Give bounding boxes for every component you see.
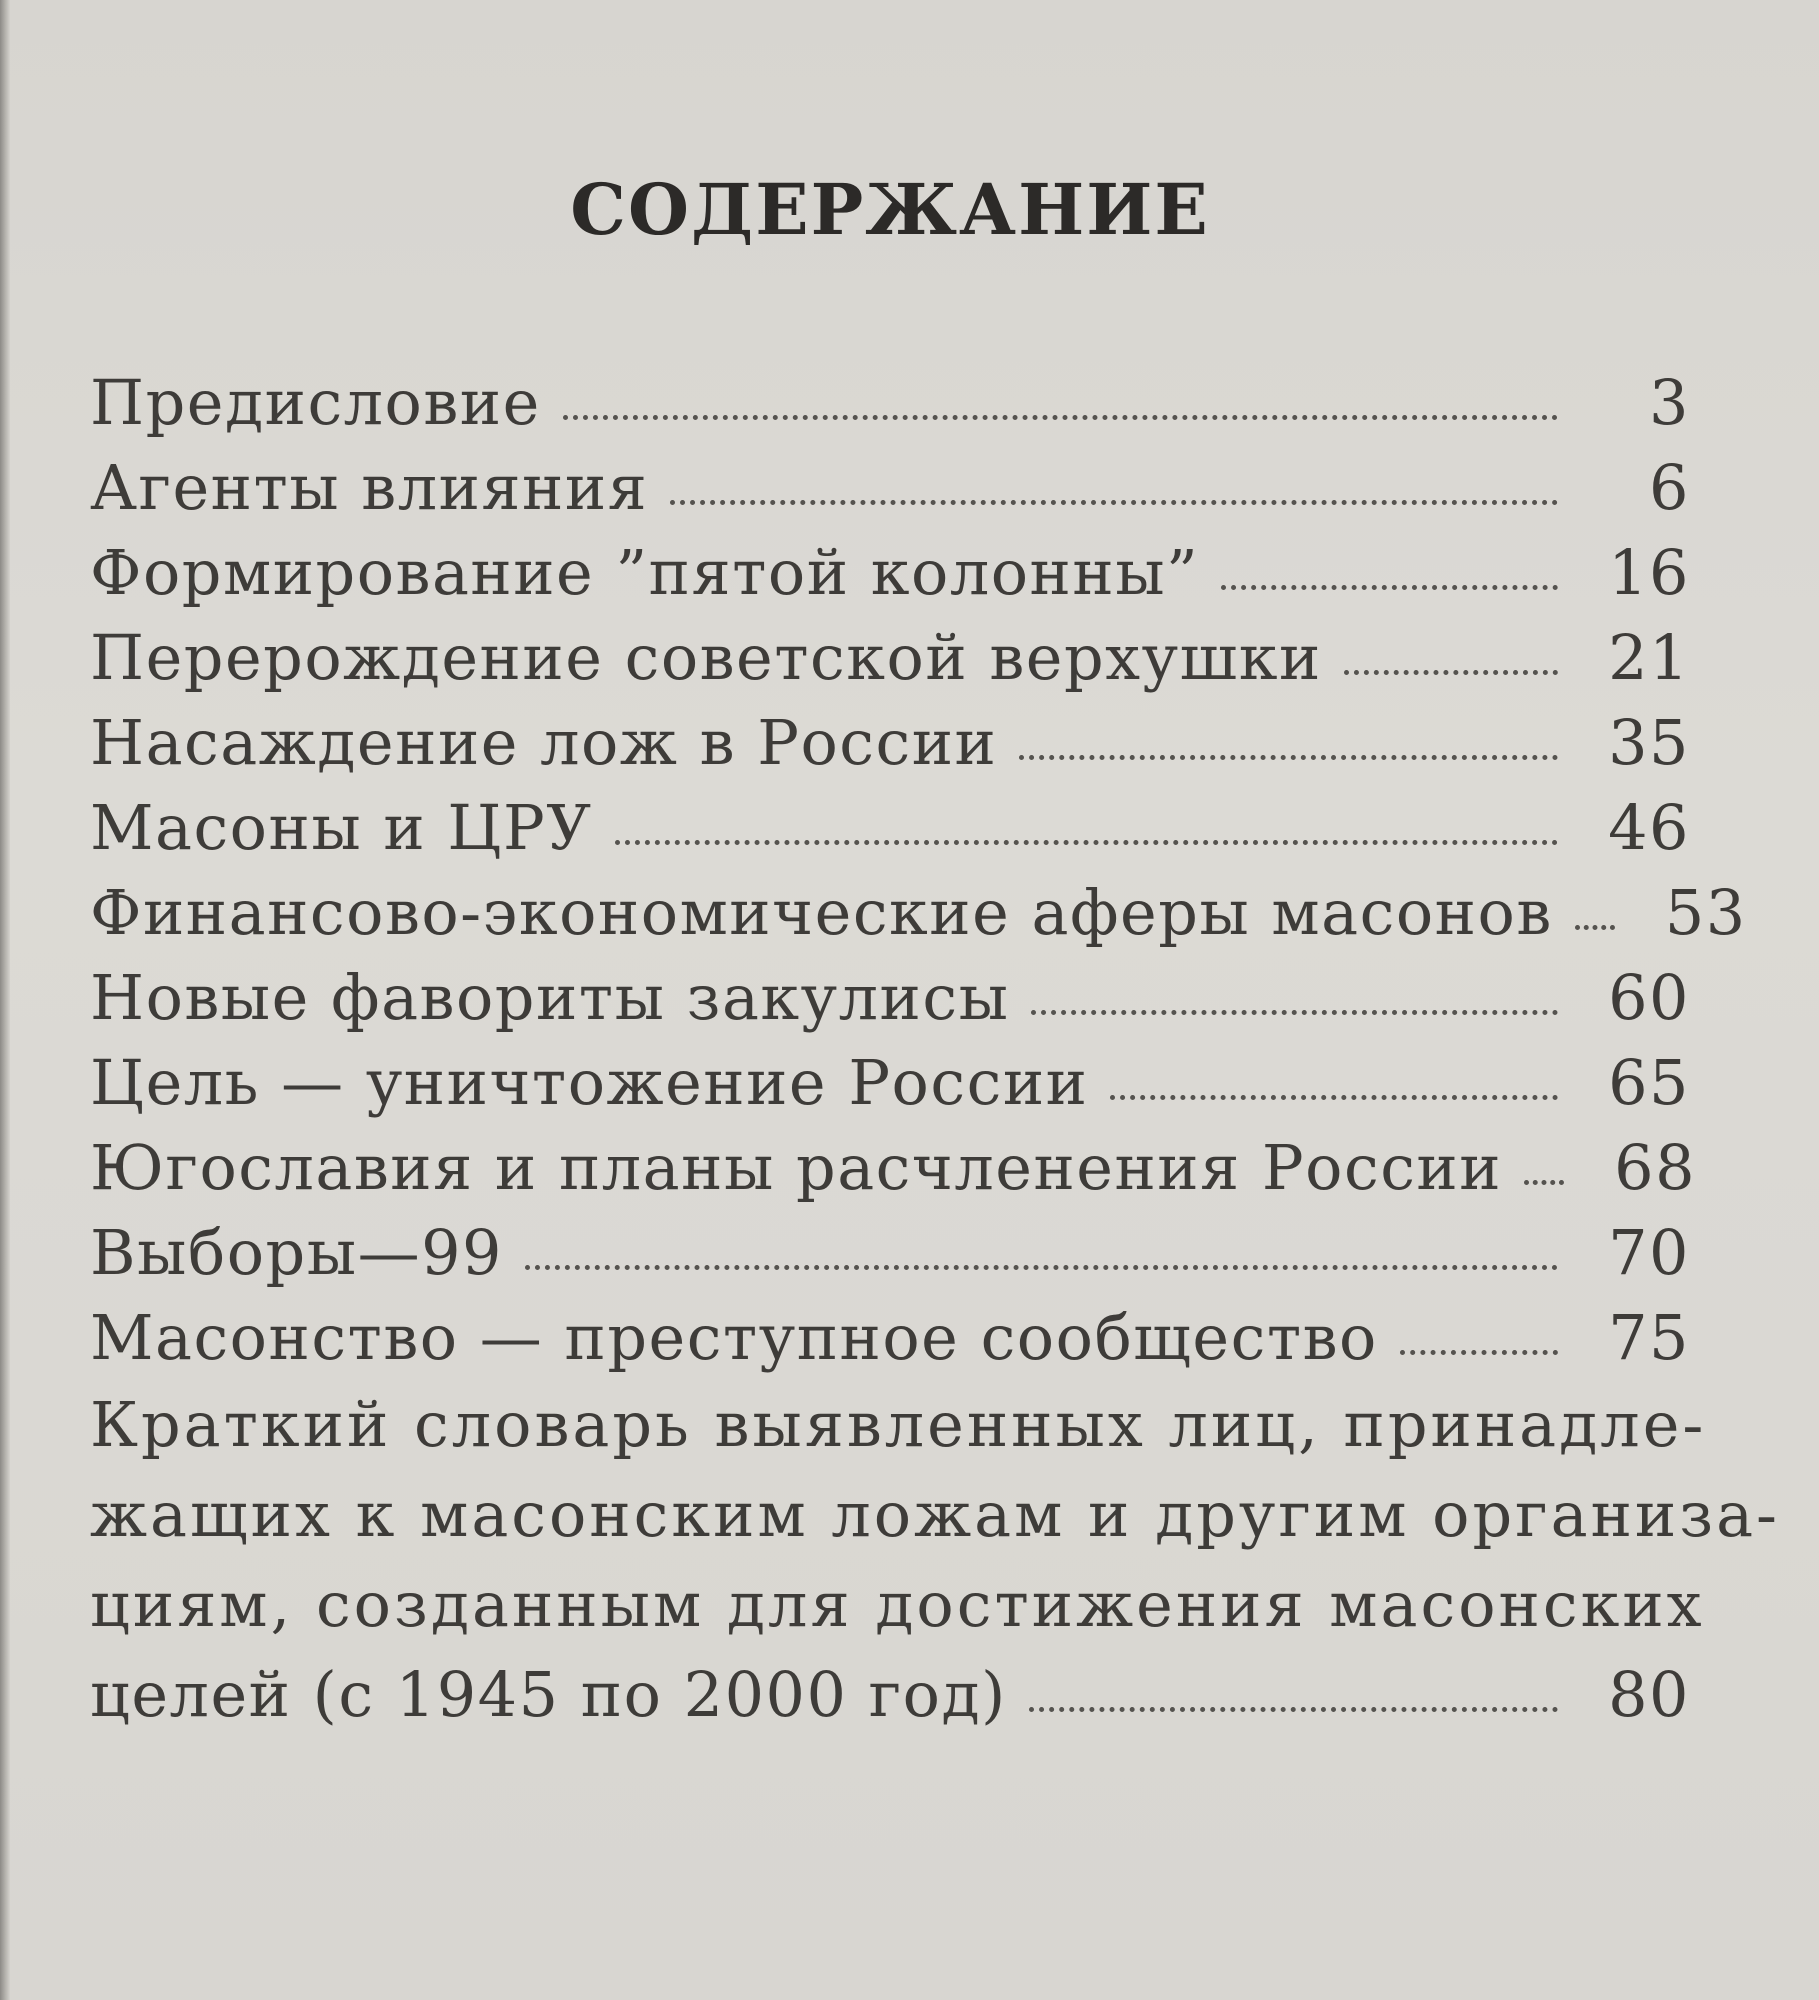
toc-entry: [90, 870, 1747, 955]
toc-entry-multiline: [90, 1380, 1780, 1740]
toc-entry-title: Предисловие: [90, 366, 541, 439]
toc-entry-line: жащих к масонским ложам и другим организа-: [90, 1478, 1780, 1551]
toc-entry-final-line: [90, 1650, 1690, 1740]
toc-page-number: 3: [1649, 366, 1690, 439]
toc-entry-title: Насаждение лож в России: [90, 706, 998, 779]
toc-entry: [90, 785, 1690, 870]
dot-leader: [563, 415, 1558, 420]
toc-page-number: 65: [1608, 1046, 1690, 1119]
toc-entry: [90, 615, 1690, 700]
toc-entry: [90, 445, 1690, 530]
toc-entry: [90, 955, 1690, 1040]
toc-entry-title: Новые фавориты закулисы: [90, 961, 1010, 1034]
toc-entry-title: Югославия и планы расчленения России: [90, 1131, 1503, 1204]
toc-entry: [90, 530, 1690, 615]
page-title: СОДЕРЖАНИЕ: [570, 168, 1210, 251]
dot-leader: [1524, 1180, 1564, 1185]
toc-entry: [90, 1295, 1690, 1380]
toc-page-number: 75: [1608, 1301, 1690, 1374]
toc-page-number: 80: [1608, 1658, 1690, 1731]
page-gutter-edge: [0, 0, 10, 2000]
dot-leader: [1019, 755, 1558, 760]
dot-leader: [1575, 925, 1615, 930]
toc-entry-title: Финансово-экономические аферы масонов: [90, 876, 1553, 949]
toc-entry: [90, 360, 1690, 445]
toc-entry-title: Выборы—99: [90, 1216, 503, 1289]
toc-entry-title: Масоны и ЦРУ: [90, 791, 593, 864]
toc-entry-line: Краткий словарь выявленных лиц, принадле-: [90, 1388, 1707, 1461]
dot-leader: [615, 840, 1559, 845]
toc-page-number: 60: [1608, 961, 1690, 1034]
toc-entry-title: целей (с 1945 по 2000 год): [90, 1658, 1007, 1731]
toc-entry-title: Формирование ”пятой колонны”: [90, 536, 1200, 609]
dot-leader: [525, 1265, 1558, 1270]
toc-entry-title: Цель — уничтожение России: [90, 1046, 1089, 1119]
toc-page-number: 53: [1664, 876, 1747, 949]
toc-entry: [90, 1040, 1690, 1125]
dot-leader: [1344, 670, 1558, 675]
toc-entry: [90, 700, 1690, 785]
toc-entry-title: Перерождение советской верхушки: [90, 621, 1322, 694]
toc-page-number: 70: [1608, 1216, 1690, 1289]
toc-page-number: 6: [1649, 451, 1690, 524]
dot-leader: [1029, 1707, 1558, 1712]
toc-entry-title: Агенты влияния: [90, 451, 649, 524]
dot-leader: [1400, 1350, 1558, 1355]
toc-entry: [90, 1210, 1690, 1295]
toc-page-number: 46: [1608, 791, 1690, 864]
dot-leader: [1221, 585, 1558, 590]
dot-leader: [670, 500, 1558, 505]
toc-entry-title: Масонство — преступное сообщество: [90, 1301, 1378, 1374]
toc-page-number: 21: [1608, 621, 1690, 694]
dot-leader: [1031, 1010, 1558, 1015]
dot-leader: [1110, 1095, 1558, 1100]
toc-page-number: 68: [1614, 1131, 1697, 1204]
toc-page-number: 16: [1608, 536, 1690, 609]
table-of-contents: [90, 360, 1780, 1740]
toc-entry: [90, 1125, 1697, 1210]
toc-page-number: 35: [1608, 706, 1690, 779]
toc-entry-line: циям, созданным для достижения масонских: [90, 1568, 1705, 1641]
